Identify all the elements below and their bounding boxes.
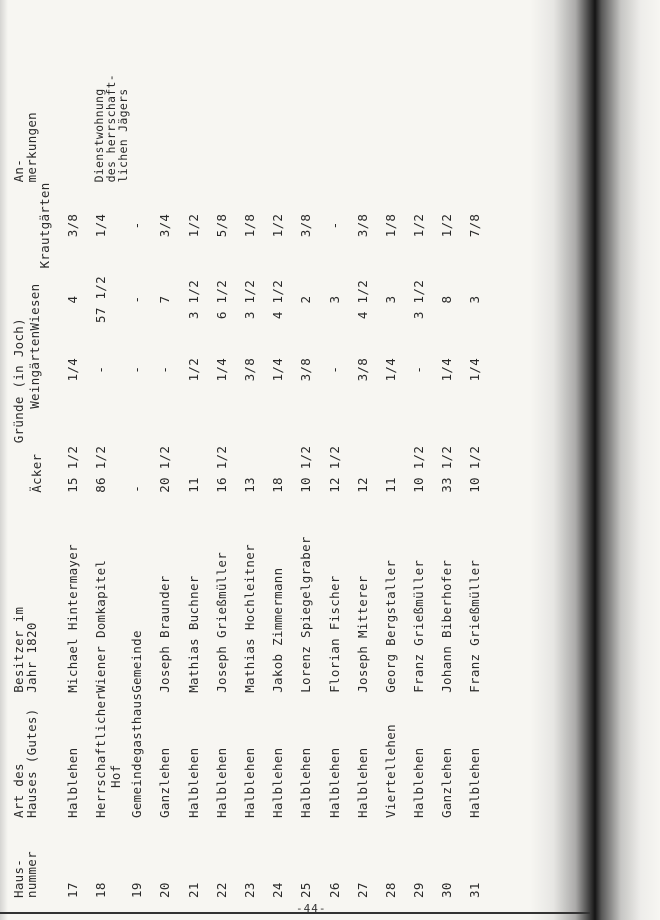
- table-row: [298, 62, 326, 898]
- cell-besitzer: Jakob Zimmermann: [270, 567, 286, 693]
- cell-wiesen: 4 1/2: [354, 279, 370, 320]
- cell-hausnummer: 20: [157, 882, 173, 898]
- cell-art: [270, 693, 298, 818]
- cell-weingaerten: 3/8: [241, 357, 257, 382]
- cell-krautgaerten: 1/2: [411, 213, 427, 238]
- cell-aecker: 12 1/2: [326, 445, 342, 493]
- cell-aecker: -: [129, 484, 145, 493]
- table-row: [242, 62, 270, 898]
- cell-besitzer: Georg Bergstaller: [382, 559, 398, 693]
- header-hausnummer-line: Haus-: [11, 858, 26, 898]
- cell-art: [439, 693, 467, 818]
- cell-art-line: Ganzlehen: [439, 747, 455, 818]
- cell-weingaerten: 1/4: [382, 357, 398, 382]
- cell-weingaerten: -: [326, 365, 342, 374]
- cell-wiesen: -: [129, 295, 145, 304]
- cell-besitzer: Joseph Mitterer: [354, 575, 370, 693]
- header-hausnummer-line: nummer: [24, 851, 39, 898]
- cell-aecker: 12: [354, 477, 370, 493]
- cell-hausnummer: 24: [270, 882, 286, 898]
- cell-besitzer: Mathias Buchner: [185, 575, 201, 693]
- header-krautgaerten: [12, 182, 59, 268]
- table-row: [270, 62, 298, 898]
- table-row: [439, 62, 467, 898]
- cell-anmerkungen: [327, 62, 355, 182]
- cell-krautgaerten: 3/4: [157, 213, 173, 238]
- header-besitzer: [12, 493, 59, 693]
- cell-art: [214, 693, 242, 818]
- cell-art: [298, 693, 326, 818]
- cell-krautgaerten: 7/8: [467, 213, 483, 238]
- cell-wiesen: 2: [298, 295, 314, 304]
- header-anmerkungen-line: merkungen: [24, 111, 39, 183]
- cell-weingaerten: 3/8: [298, 357, 314, 382]
- cell-wiesen: 8: [439, 295, 455, 304]
- cell-wiesen: 3 1/2: [241, 279, 257, 320]
- cell-hausnummer: 18: [93, 882, 109, 898]
- cell-art-line: Halblehen: [241, 747, 257, 818]
- cell-anmerkungen: [214, 62, 242, 182]
- cell-hausnummer: 23: [241, 882, 257, 898]
- scan-left-shadow: [0, 0, 8, 920]
- cell-hausnummer: 21: [185, 882, 201, 898]
- cell-besitzer: Joseph Braunder: [157, 575, 173, 693]
- header-aecker: Äcker: [29, 453, 45, 493]
- cell-art-line: Gemeindegasthaus: [129, 692, 145, 818]
- cell-krautgaerten: 1/4: [93, 213, 109, 238]
- cell-art-line: Halblehen: [185, 747, 201, 818]
- cell-anmerkungen: [242, 62, 270, 182]
- cell-weingaerten: 1/4: [467, 357, 483, 382]
- cell-anmerkungen-line: lichen Jägers: [116, 88, 131, 183]
- cell-art: [59, 693, 93, 818]
- cell-art-line: Viertellehen: [382, 724, 398, 818]
- cell-aecker: 10 1/2: [411, 445, 427, 493]
- cell-aecker: 10 1/2: [298, 445, 314, 493]
- cell-aecker: 86 1/2: [93, 445, 109, 493]
- cell-aecker: 20 1/2: [157, 445, 173, 493]
- cell-anmerkungen: [93, 62, 129, 182]
- table-row: [186, 62, 214, 898]
- cell-krautgaerten: 1/8: [382, 213, 398, 238]
- cell-weingaerten: -: [411, 365, 427, 374]
- cell-krautgaerten: 3/8: [65, 213, 80, 238]
- cell-hausnummer: 19: [129, 882, 145, 898]
- table-row: [411, 62, 439, 898]
- cell-hausnummer: 17: [65, 882, 80, 898]
- cell-anmerkungen: [157, 62, 185, 182]
- cell-krautgaerten: 3/8: [298, 213, 314, 238]
- cell-anmerkungen: [186, 62, 214, 182]
- cell-hausnummer: 26: [326, 882, 342, 898]
- header-gruende: Gründe (in Joch): [11, 318, 26, 444]
- table-row: [467, 62, 495, 898]
- cell-weingaerten: 1/4: [270, 357, 286, 382]
- cell-art: [467, 693, 495, 818]
- cell-besitzer: Franz Grießmüller: [467, 559, 483, 693]
- cell-krautgaerten: 1/2: [270, 213, 286, 238]
- cell-weingaerten: 3/8: [354, 357, 370, 382]
- cell-hausnummer: 28: [382, 882, 398, 898]
- cell-besitzer: Florian Fischer: [326, 575, 342, 693]
- table-row: [157, 62, 185, 898]
- cell-wiesen: 7: [157, 295, 173, 304]
- cell-weingaerten: -: [93, 365, 109, 374]
- cell-krautgaerten: 1/2: [439, 213, 455, 238]
- cell-krautgaerten: -: [129, 221, 145, 230]
- cell-hausnummer: 25: [298, 882, 314, 898]
- cell-besitzer: Gemeinde: [129, 630, 145, 693]
- cell-wiesen: 3: [467, 295, 483, 304]
- cell-besitzer: Joseph Grießmüller: [213, 551, 229, 693]
- cell-besitzer: Michael Hintermayer: [65, 544, 80, 693]
- cell-wiesen: 3 1/2: [411, 279, 427, 320]
- cell-anmerkungen: [383, 62, 411, 182]
- cell-wiesen: 3: [382, 295, 398, 304]
- header-art-line: Hauses (Gutes): [24, 708, 39, 818]
- cell-krautgaerten: -: [326, 221, 342, 230]
- cell-besitzer: Mathias Hochleitner: [241, 544, 257, 693]
- cell-wiesen: 3 1/2: [185, 279, 201, 320]
- cell-weingaerten: 1/4: [213, 357, 229, 382]
- cell-art-line: Herrschaftlicher: [93, 692, 109, 818]
- cell-wiesen: 3: [326, 295, 342, 304]
- cell-hausnummer: 27: [354, 882, 370, 898]
- cell-art-line: Halblehen: [354, 747, 370, 818]
- header-art: [12, 693, 59, 818]
- cell-wiesen: 4 1/2: [270, 279, 286, 320]
- cell-weingaerten: 1/2: [185, 357, 201, 382]
- table-row: [93, 62, 129, 898]
- cell-art-line: Ganzlehen: [157, 747, 173, 818]
- cell-art: [129, 693, 157, 818]
- cell-besitzer: Johann Biberhofer: [439, 559, 455, 693]
- cell-art-line: Halblehen: [213, 747, 229, 818]
- cell-anmerkungen-line: Dienstwohnung: [92, 88, 107, 183]
- header-krautgaerten-label: Krautgärten: [37, 182, 52, 269]
- cell-art: [383, 693, 411, 818]
- scan-edge-shadow: [530, 0, 660, 920]
- cell-aecker: 15 1/2: [65, 445, 80, 493]
- cell-hausnummer: 31: [467, 882, 483, 898]
- table-body: [59, 62, 496, 898]
- cell-art-line: Halblehen: [411, 747, 427, 818]
- cell-krautgaerten: 3/8: [354, 213, 370, 238]
- cell-art: [355, 693, 383, 818]
- cell-aecker: 11: [185, 477, 201, 493]
- cell-aecker: 16 1/2: [213, 445, 229, 493]
- cell-besitzer: Lorenz Spiegelgraber: [298, 536, 314, 693]
- cell-hausnummer: 30: [439, 882, 455, 898]
- cell-art-line: Halblehen: [270, 747, 286, 818]
- cell-hausnummer: 29: [411, 882, 427, 898]
- header-wiesen: Wiesen: [27, 283, 43, 331]
- cell-krautgaerten: 5/8: [213, 213, 229, 238]
- cell-anmerkungen: [411, 62, 439, 182]
- cell-anmerkungen: [439, 62, 467, 182]
- cell-art-line: Halblehen: [298, 747, 314, 818]
- table-row: [327, 62, 355, 898]
- rotated-table-container: [12, 18, 532, 898]
- table-row: [59, 62, 93, 898]
- cell-aecker: 11: [382, 477, 398, 493]
- cell-art-line: Halblehen: [326, 747, 342, 818]
- property-table: [12, 62, 496, 898]
- header-weingaerten: Weingärten: [27, 330, 43, 409]
- header-anmerkungen: [12, 62, 59, 182]
- table-row: [355, 62, 383, 898]
- cell-weingaerten: 1/4: [439, 357, 455, 382]
- cell-anmerkungen-line: des herrschaft-: [104, 74, 119, 183]
- cell-hausnummer: 22: [213, 882, 229, 898]
- table-row: [383, 62, 411, 898]
- cell-anmerkungen: [298, 62, 326, 182]
- cell-krautgaerten: 1/8: [241, 213, 257, 238]
- table-row: [214, 62, 242, 898]
- cell-anmerkungen: [270, 62, 298, 182]
- cell-weingaerten: -: [129, 365, 145, 374]
- cell-aecker: 18: [270, 477, 286, 493]
- cell-besitzer: Franz Grießmüller: [411, 559, 427, 693]
- cell-besitzer: Wiener Domkapitel: [93, 559, 109, 693]
- cell-art: [327, 693, 355, 818]
- cell-aecker: 13: [241, 477, 257, 493]
- cell-art: [242, 693, 270, 818]
- table-row: [129, 62, 157, 898]
- cell-art-line: Halblehen: [65, 747, 80, 818]
- cell-anmerkungen: [467, 62, 495, 182]
- cell-wiesen: 6 1/2: [213, 279, 229, 320]
- cell-weingaerten: -: [157, 365, 173, 374]
- cell-art-line: Halblehen: [467, 747, 483, 818]
- cell-anmerkungen: [59, 62, 93, 182]
- cell-aecker: 33 1/2: [439, 445, 455, 493]
- cell-art: [93, 693, 129, 818]
- cell-art-line: Hof: [108, 764, 124, 788]
- cell-weingaerten: 1/4: [65, 357, 80, 382]
- cell-art: [411, 693, 439, 818]
- header-besitzer-line: Besitzer im: [11, 606, 26, 693]
- header-hausnummer: [12, 818, 59, 898]
- cell-art: [186, 693, 214, 818]
- cell-krautgaerten: 1/2: [185, 213, 201, 238]
- bottom-rule: [0, 912, 590, 914]
- cell-art: [157, 693, 185, 818]
- cell-wiesen: 4: [65, 295, 80, 304]
- page-number: -44-: [296, 902, 327, 915]
- cell-anmerkungen: [129, 62, 157, 182]
- cell-anmerkungen: [355, 62, 383, 182]
- cell-wiesen: 57 1/2: [93, 276, 109, 323]
- header-art-line: Art des: [11, 763, 26, 818]
- cell-aecker: 10 1/2: [467, 445, 483, 493]
- header-besitzer-line: Jahr 1820: [24, 622, 39, 693]
- header-anmerkungen-line: An-: [11, 158, 26, 183]
